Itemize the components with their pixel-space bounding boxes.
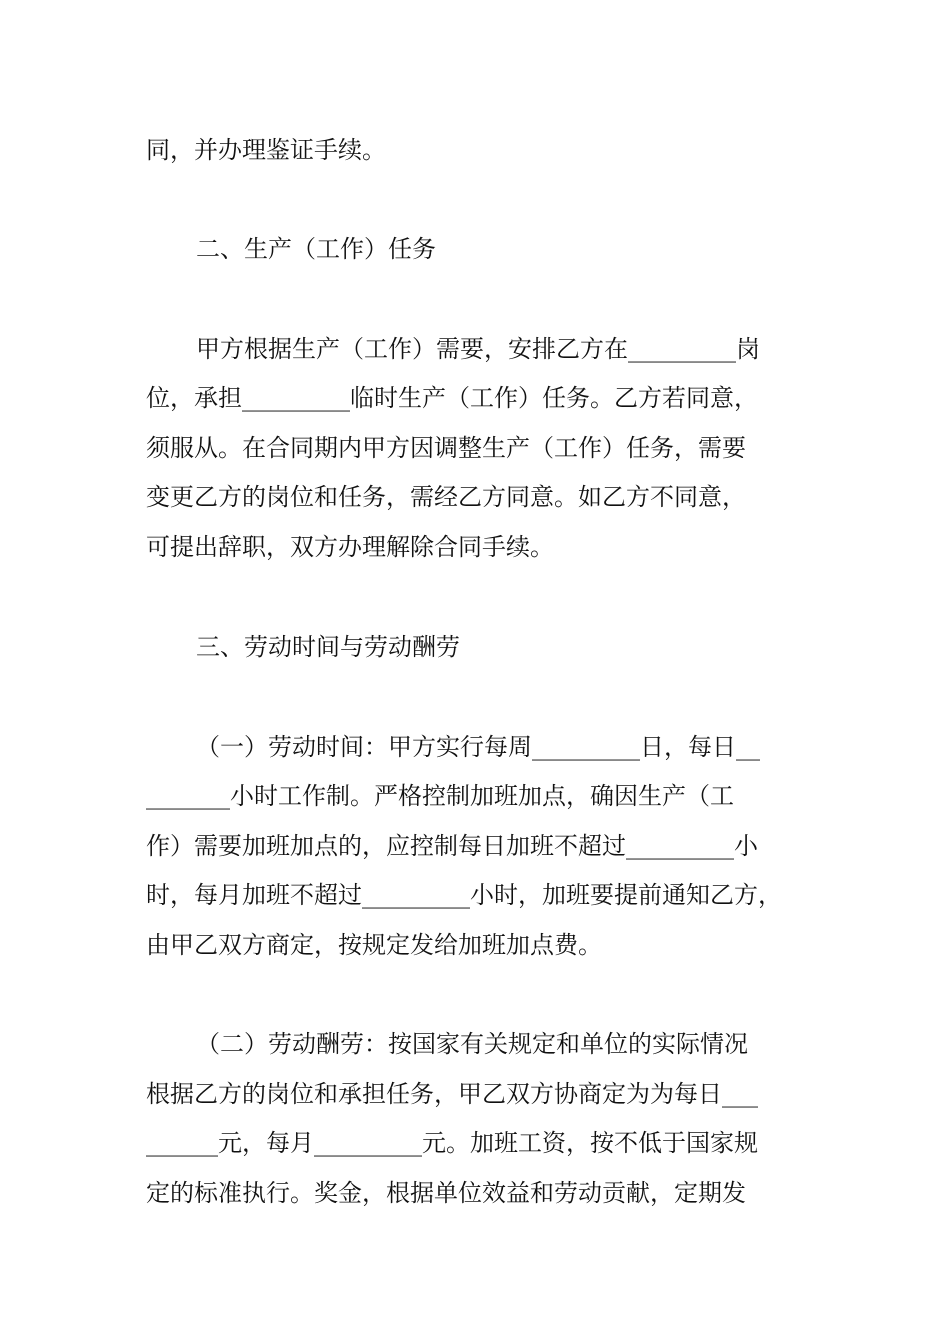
section2-paragraph-line-3: 须服从。在合同期内甲方因调整生产（工作）任务，需要 xyxy=(146,434,746,462)
section2-paragraph-line-2: 位，承担_________临时生产（工作）任务。乙方若同意， xyxy=(146,384,758,412)
section2-paragraph-line-5: 可提出辞职，双方办理解除合同手续。 xyxy=(146,533,554,561)
section2-paragraph-line-4: 变更乙方的岗位和任务，需经乙方同意。如乙方不同意， xyxy=(146,483,746,511)
section2-paragraph-line-1: 甲方根据生产（工作）需要，安排乙方在_________岗 xyxy=(196,335,760,363)
section-heading-working-time-remuneration: 三、劳动时间与劳动酬劳 xyxy=(196,633,460,661)
remuneration-line-4: 定的标准执行。奖金，根据单位效益和劳动贡献，定期发 xyxy=(146,1179,746,1207)
working-time-line-1: （一）劳动时间：甲方实行每周_________日，每日__ xyxy=(196,733,760,761)
working-time-line-3: 作）需要加班加点的，应控制每日加班不超过_________小 xyxy=(146,832,758,860)
section-heading-production-task: 二、生产（工作）任务 xyxy=(196,235,436,263)
paragraph-continuation-line: 同，并办理鉴证手续。 xyxy=(146,136,386,164)
working-time-line-2: _______小时工作制。严格控制加班加点，确因生产（工 xyxy=(146,782,734,810)
working-time-line-5: 由甲乙双方商定，按规定发给加班加点费。 xyxy=(146,931,602,959)
remuneration-line-2: 根据乙方的岗位和承担任务，甲乙双方协商定为为每日___ xyxy=(146,1080,758,1108)
remuneration-line-1: （二）劳动酬劳：按国家有关规定和单位的实际情况 xyxy=(196,1030,748,1058)
working-time-line-4: 时，每月加班不超过_________小时，加班要提前通知乙方， xyxy=(146,881,782,909)
remuneration-line-3: ______元，每月_________元。加班工资，按不低于国家规 xyxy=(146,1129,758,1157)
